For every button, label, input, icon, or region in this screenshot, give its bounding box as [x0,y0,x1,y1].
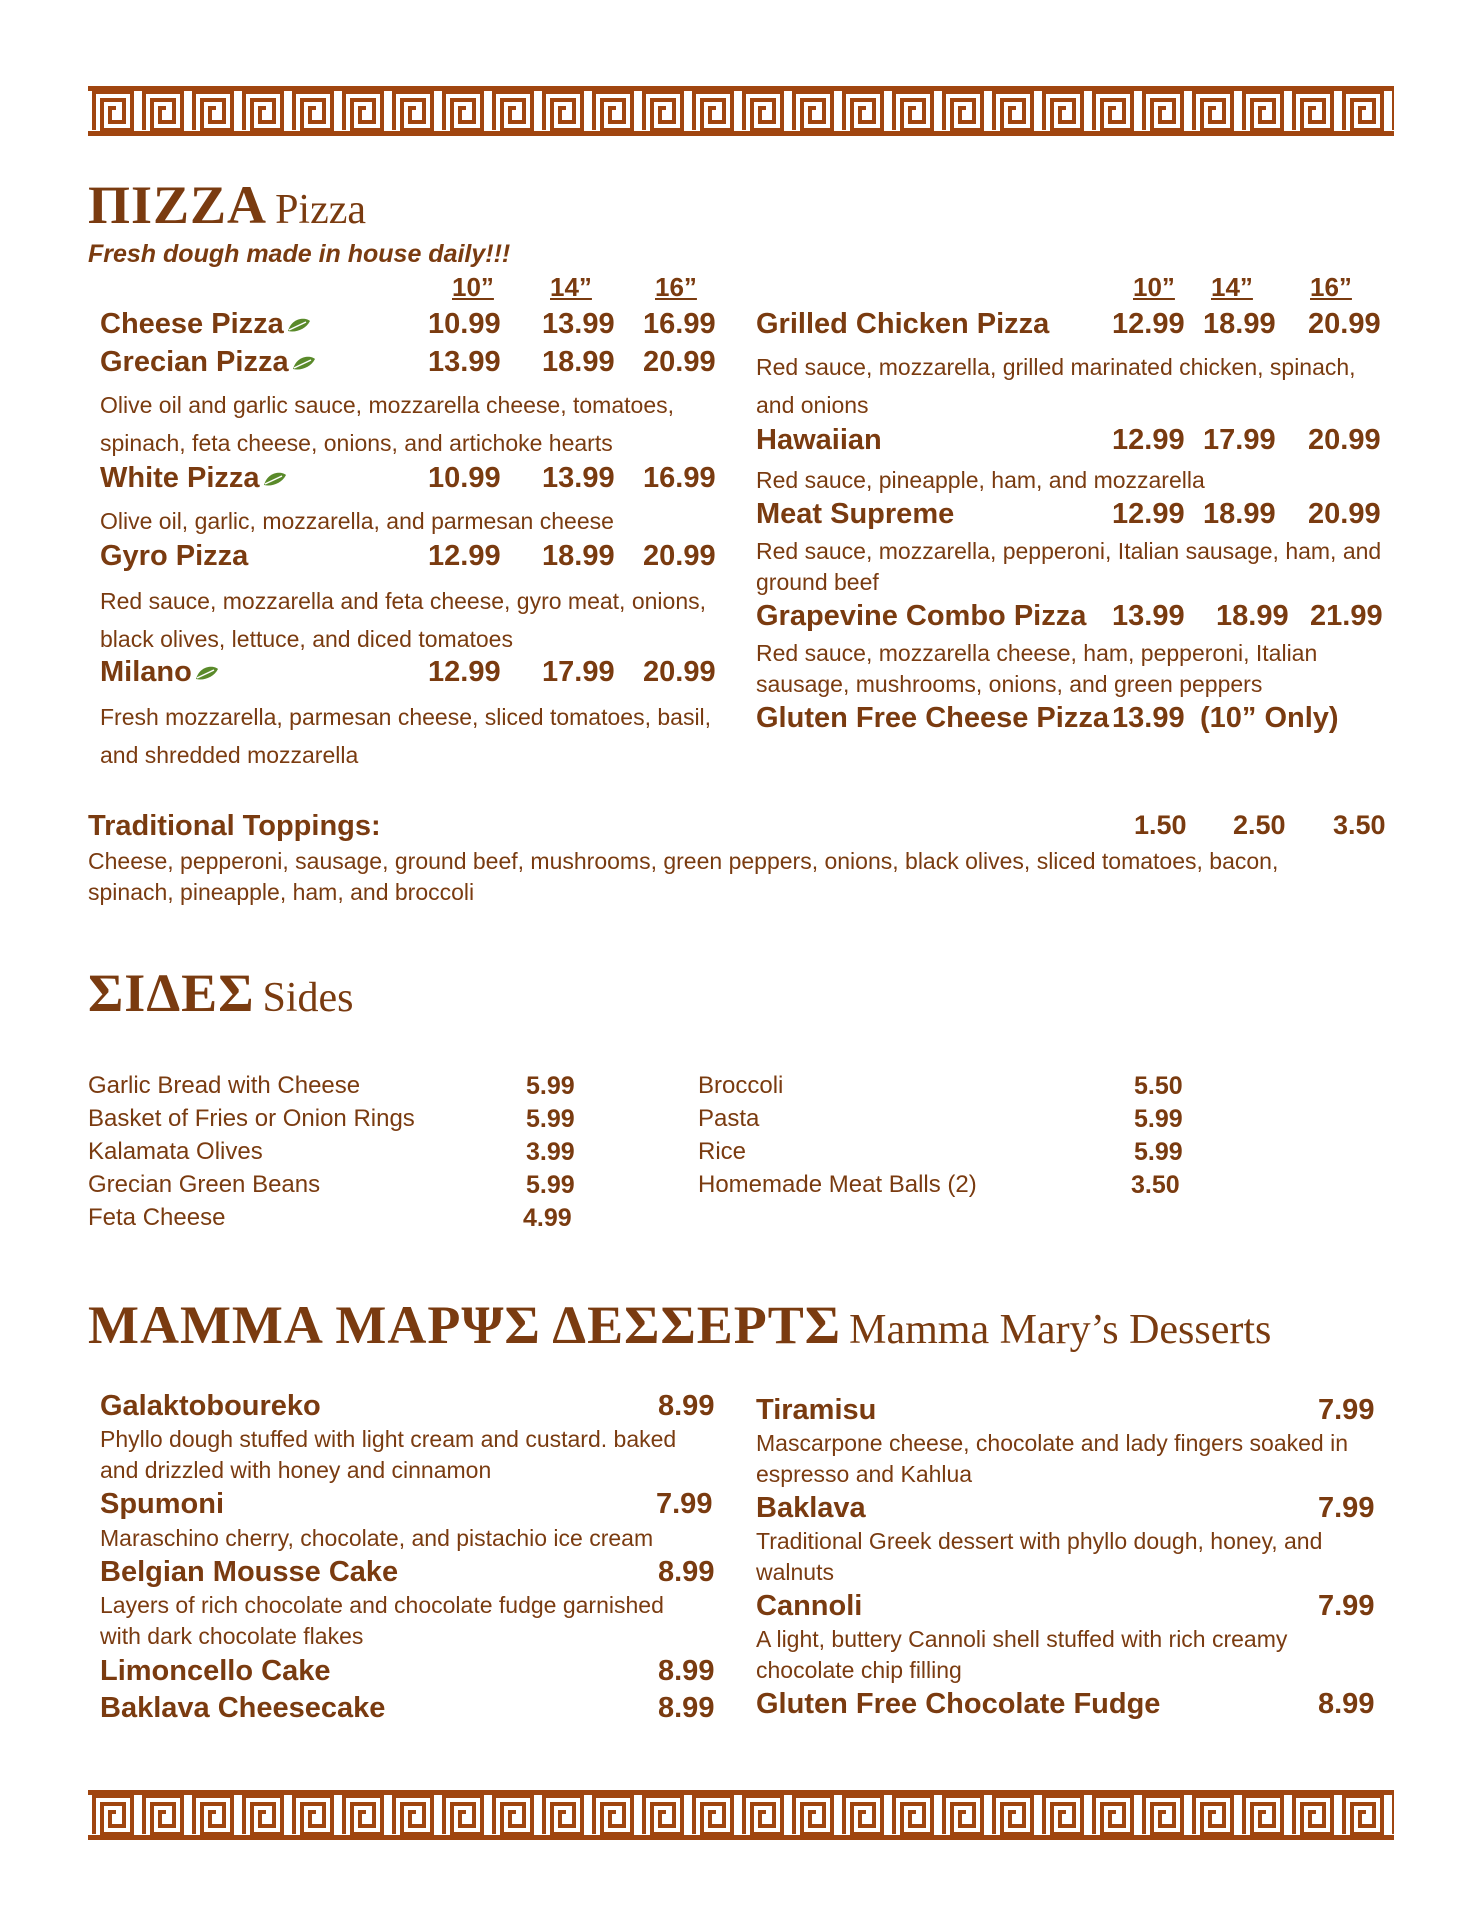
leaf-icon [291,353,317,373]
desserts-title-english: Mamma Mary’s Desserts [849,1307,1272,1353]
menu-item-meat-supreme: Meat Supreme [756,498,955,530]
price-10: 13.99 [1112,600,1185,632]
pizza-tagline: Fresh dough made in house daily!!! [88,240,511,268]
dessert-item-name: Baklava Cheesecake [100,1692,386,1724]
item-description: Red sauce, pineapple, ham, and mozzarella [756,467,1205,493]
menu-item-grilled-chicken-pizza: Grilled Chicken Pizza [756,308,1050,340]
side-item-name: Broccoli [698,1072,784,1099]
side-item-name: Pasta [698,1105,760,1132]
sides-title-greek: ΣΙΔΕΣ [88,963,255,1023]
price-16: 20.99 [643,346,716,378]
price-14: 13.99 [542,462,615,494]
size-header-14: 14” [550,272,592,302]
dessert-item-price: 8.99 [658,1655,715,1687]
price-10: 12.99 [1112,308,1185,340]
price-14: 18.99 [1203,498,1276,530]
price-14: 18.99 [542,540,615,572]
dessert-item-price: 7.99 [1318,1394,1375,1426]
price-10: 13.99 [1112,702,1185,734]
dessert-item-price: 7.99 [1318,1492,1375,1524]
size-header-16-right: 16” [1310,272,1352,302]
price-16: 20.99 [1308,424,1381,456]
side-item-price: 5.99 [1134,1138,1183,1166]
menu-item-milano [100,656,220,689]
dessert-item-name: Baklava [756,1492,866,1524]
side-item-price: 5.99 [1134,1105,1183,1133]
pizza-title-english: Pizza [275,187,367,233]
greek-key-border-bottom [88,1790,1394,1840]
menu-item-gyro-pizza [100,540,248,573]
side-item-name: Homemade Meat Balls (2) [698,1171,977,1198]
dessert-item-name: Galaktoboureko [100,1390,321,1422]
dessert-item-price: 8.99 [1318,1688,1375,1720]
item-description: Fresh mozzarella, parmesan cheese, sliced tomatoes, basil, and shredded mozzarella [100,704,712,768]
item-description: Phyllo dough stuffed with light cream and custard. baked and drizzled with honey and cinnamon [100,1426,677,1483]
price-16: 20.99 [643,540,716,572]
greek-key-pattern [88,86,1394,136]
price-16: 21.99 [1310,600,1383,632]
item-name: Cheese Pizza [100,308,284,340]
price-16: 16.99 [643,308,716,340]
menu-item-grecian-pizza [100,346,317,379]
topping-price-16: 3.50 [1333,810,1386,840]
item-description: Layers of rich chocolate and chocolate fudge garnished with dark chocolate flakes [100,1592,664,1649]
item-description: A light, buttery Cannoli shell stuffed with rich creamy chocolate chip filling [756,1626,1288,1683]
side-item-price: 5.99 [526,1105,575,1133]
dessert-item-price: 7.99 [1318,1590,1375,1622]
leaf-icon [194,663,220,683]
dessert-item-price: 7.99 [656,1488,713,1520]
item-name: Milano [100,656,192,688]
side-item-name: Feta Cheese [88,1204,226,1231]
price-16: 20.99 [1308,308,1381,340]
toppings-list: Cheese, pepperoni, sausage, ground beef, mushrooms, green peppers, onions, black olives, sliced tomatoes, bacon, spinach, pineapple, ham, and broccoli [88,848,1279,905]
price-14: 18.99 [542,346,615,378]
leaf-icon [262,469,288,489]
dessert-item-price: 8.99 [658,1692,715,1724]
side-item-name: Basket of Fries or Onion Rings [88,1105,415,1132]
side-item-name: Kalamata Olives [88,1138,263,1165]
menu-item-gluten-free-cheese-pizza: Gluten Free Cheese Pizza [756,702,1109,734]
price-10: 12.99 [1112,424,1185,456]
price-10: 10.99 [428,308,501,340]
item-description: Red sauce, mozzarella cheese, ham, pepperoni, Italian sausage, mushrooms, onions, and green peppers [756,640,1318,697]
item-description: Mascarpone cheese, chocolate and lady fingers soaked in espresso and Kahlua [756,1430,1348,1487]
item-name: White Pizza [100,462,260,494]
price-10: 13.99 [428,346,501,378]
item-name: Gyro Pizza [100,540,249,572]
side-item-price: 3.99 [526,1138,575,1166]
dessert-item-name: Limoncello Cake [100,1655,331,1687]
item-description: Traditional Greek dessert with phyllo dough, honey, and walnuts [756,1528,1323,1585]
item-description: Red sauce, mozzarella and feta cheese, gyro meat, onions, black olives, lettuce, and diced tomatoes [100,588,707,652]
price-14: 13.99 [542,308,615,340]
item-description: Maraschino cherry, chocolate, and pistachio ice cream [100,1525,654,1551]
topping-price-14: 2.50 [1233,810,1286,840]
desserts-section-title [88,1294,1271,1356]
dessert-item-price: 8.99 [658,1390,715,1422]
pizza-section-title [88,174,366,236]
greek-key-pattern [88,1790,1394,1840]
sides-title-english: Sides [262,975,354,1021]
size-header-16: 16” [655,272,697,302]
price-16: 16.99 [643,462,716,494]
menu-item-grapevine-combo-pizza: Grapevine Combo Pizza [756,600,1087,632]
item-description: Olive oil and garlic sauce, mozzarella cheese, tomatoes, spinach, feta cheese, onions, and artichoke hearts [100,392,675,456]
dessert-item-name: Belgian Mousse Cake [100,1556,399,1588]
item-description: Olive oil, garlic, mozzarella, and parmesan cheese [100,508,614,534]
price-14: 17.99 [1203,424,1276,456]
sides-section-title [88,962,354,1024]
price-14: 18.99 [1216,600,1289,632]
desserts-title-greek: ΜΑΜΜΑ ΜΑΡΨΣ ΔΕΣΣΕΡΤΣ [88,1295,842,1355]
menu-item-cheese-pizza [100,308,312,341]
price-10: 12.99 [428,656,501,688]
toppings-label: Traditional Toppings: [88,810,381,842]
side-item-price: 5.50 [1134,1072,1183,1100]
side-item-name: Grecian Green Beans [88,1171,321,1198]
size-header-10: 10” [452,272,494,302]
pizza-title-greek: ΠΙΖΖΑ [88,175,268,235]
side-item-price: 3.50 [1131,1171,1180,1199]
side-item-price: 5.99 [526,1171,575,1199]
item-description: Red sauce, mozzarella, pepperoni, Italian sausage, ham, and ground beef [756,538,1382,595]
size-header-10-right: 10” [1133,272,1175,302]
price-14: 17.99 [542,656,615,688]
side-item-name: Rice [698,1138,747,1165]
side-item-price: 4.99 [523,1204,572,1232]
leaf-icon [286,315,312,335]
dessert-item-price: 8.99 [658,1556,715,1588]
dessert-item-name: Spumoni [100,1488,225,1520]
price-16: 20.99 [1308,498,1381,530]
side-item-price: 5.99 [526,1072,575,1100]
price-16: 20.99 [643,656,716,688]
side-item-name: Garlic Bread with Cheese [88,1072,361,1099]
topping-price-10: 1.50 [1134,810,1187,840]
item-name: Grecian Pizza [100,346,289,378]
menu-item-white-pizza [100,462,288,495]
price-10: 12.99 [1112,498,1185,530]
dessert-item-name: Tiramisu [756,1394,877,1426]
dessert-item-name: Cannoli [756,1590,863,1622]
price-10: 12.99 [428,540,501,572]
greek-key-border-top [88,86,1394,136]
item-description: Red sauce, mozzarella, grilled marinated chicken, spinach, and onions [756,354,1356,418]
price-10: 10.99 [428,462,501,494]
size-header-14-right: 14” [1211,272,1253,302]
price-14: 18.99 [1203,308,1276,340]
gluten-free-size-note: (10” Only) [1200,702,1339,734]
menu-item-hawaiian: Hawaiian [756,424,882,456]
dessert-item-name: Gluten Free Chocolate Fudge [756,1688,1161,1720]
